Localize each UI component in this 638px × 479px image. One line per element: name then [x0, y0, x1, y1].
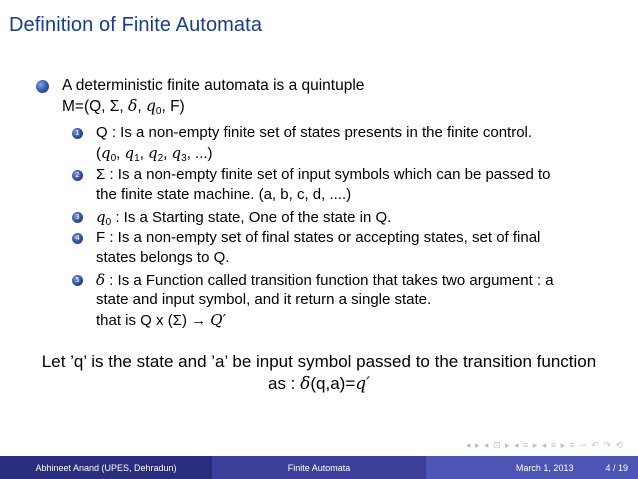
item-3-line-1: $q_0$ : Is a Starting state, One of the state in Q. — [96, 208, 392, 228]
intro-line-1: A deterministic finite automata is a quintuple — [62, 77, 365, 94]
item-4-line-2: states belongs to Q. — [96, 249, 230, 266]
bullet-ball-icon — [36, 80, 49, 93]
enum-number-3: 3 — [72, 212, 83, 223]
enum-number-5: 5 — [72, 275, 83, 286]
enum-number-4: 4 — [72, 233, 83, 244]
footer-title — [212, 456, 426, 479]
footer-bar — [0, 456, 638, 479]
item-4-line-1: F : Is a non-empty set of final states or accepting states, set of final — [96, 229, 541, 246]
navigation-symbols[interactable]: ◂ ▸ ◂ ⊡ ▸ ◂ ≡ ▸ ◂ ≡ ▸ ≡ ∽ ↶ ↷ ⟲ — [465, 440, 624, 450]
footer-date-page — [426, 456, 638, 479]
item-1-line-1: Q : Is a non-empty finite set of states presents in the finite control. — [96, 124, 533, 141]
footer-title-text: Finite Automata — [287, 462, 351, 473]
item-2-line-1: Σ : Is a non-empty finite set of input symbols which can be passed to — [96, 166, 551, 183]
closing-line-2: as : δ(q,a)=q′ — [267, 374, 370, 394]
footer-date: March 1, 2013 — [515, 462, 574, 473]
enum-number-1: 1 — [72, 128, 83, 139]
footer-author — [0, 456, 212, 479]
item-5-line-2: state and input symbol, and it return a single state. — [96, 291, 432, 308]
item-2-line-2: the finite state machine. (a, b, c, d, ....) — [96, 186, 352, 203]
closing-line-1: Let ’q’ is the state and ’a’ be input symbol passed to the transition function — [41, 352, 597, 371]
slide-title: Definition of Finite Automata — [9, 14, 263, 36]
footer-author-text: Abhineet Anand (UPES, Dehradun) — [35, 462, 177, 473]
intro-line-2: M=(Q, Σ, δ, $q_0$, F) — [62, 97, 185, 117]
enum-number-2: 2 — [72, 170, 83, 181]
item-5-line-1: δ : Is a Function called transition function that takes two argument : a — [96, 271, 554, 289]
item-1-line-2: ($q_0$, $q_1$, $q_2$, $q_3$, ...) — [96, 144, 213, 164]
item-5-line-3: that is Q x (Σ) → Q′ — [96, 311, 226, 329]
footer-page-number: 4 / 19 — [605, 462, 628, 473]
